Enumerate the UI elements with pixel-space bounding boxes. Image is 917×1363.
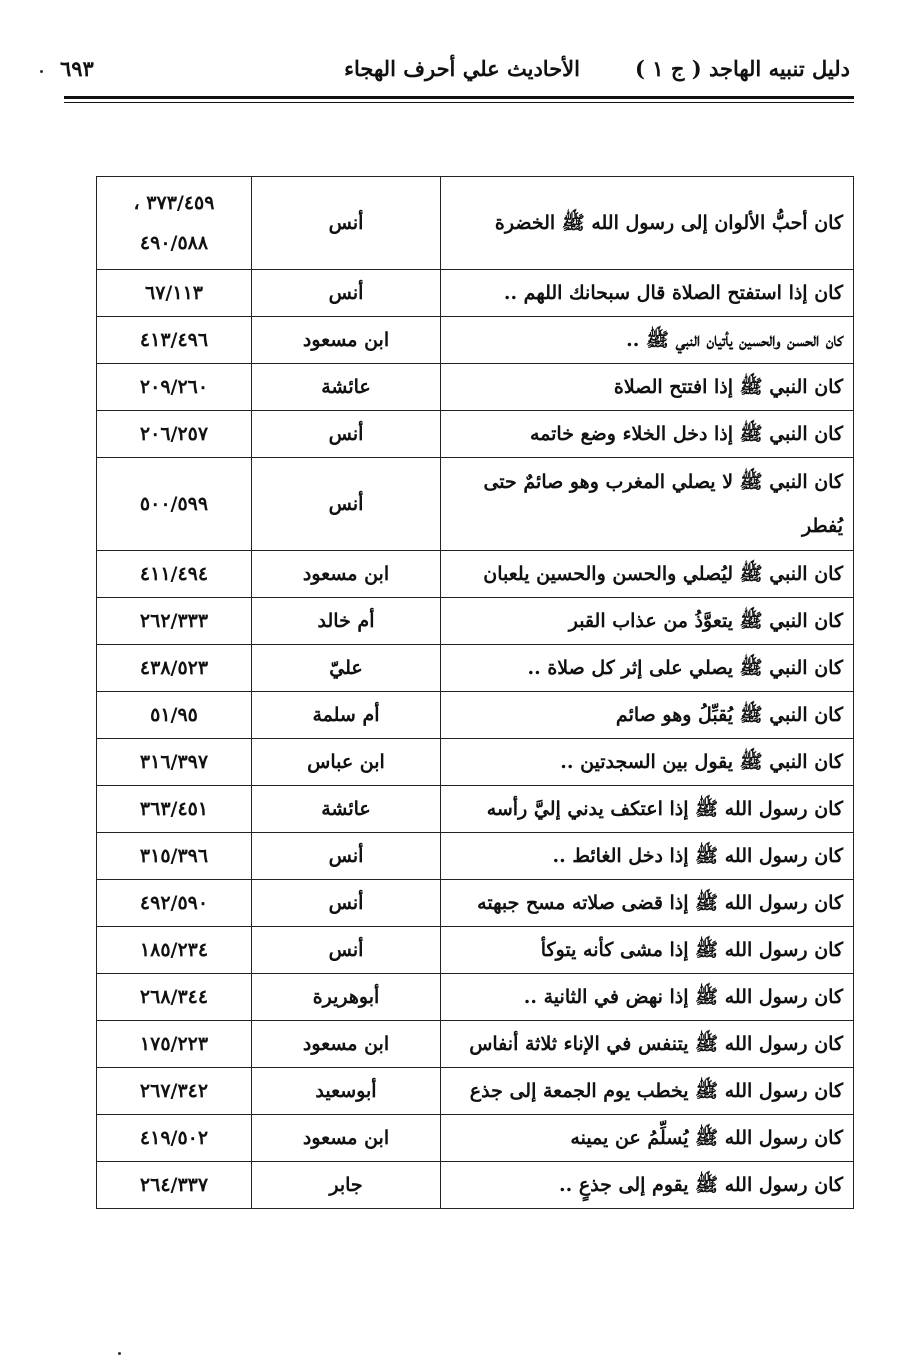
hadith-text: كان الحسن والحسين يأتيان النبي ﷺ .. — [441, 317, 854, 364]
reference-cell — [97, 692, 252, 739]
hadith-text: كان رسول الله ﷺ إذا دخل الغائط .. — [441, 833, 854, 880]
table-row — [97, 974, 854, 1021]
reference-number: ٤١٣/٤٩٦ — [139, 329, 209, 351]
hadith-text: كان رسول الله ﷺ إذا نهض في الثانية .. — [441, 974, 854, 1021]
reference-number: ٢٠٩/٢٦٠ — [139, 376, 209, 398]
narrator: ابن مسعود — [252, 317, 441, 364]
hadith-text: كان أحبُّ الألوان إلى رسول الله ﷺ الخضرة — [441, 177, 854, 270]
hadith-text: كان النبي ﷺ إذا افتتح الصلاة — [441, 364, 854, 411]
narrator: عليّ — [252, 645, 441, 692]
page-number: ٦٩٣ — [60, 56, 94, 81]
table-row — [97, 645, 854, 692]
table-row — [97, 364, 854, 411]
reference-number: ٢٠٦/٢٥٧ — [139, 423, 209, 445]
table-row — [97, 1021, 854, 1068]
reference-number: ٤٣٨/٥٢٣ — [139, 657, 209, 679]
narrator: ابن عباس — [252, 739, 441, 786]
reference-number: ١٧٥/٢٢٣ — [139, 1033, 209, 1055]
table-row — [97, 927, 854, 974]
hadith-text: كان رسول الله ﷺ إذا اعتكف يدني إليَّ رأسه — [441, 786, 854, 833]
section-title: الأحاديث علي أحرف الهجاء — [344, 56, 580, 81]
reference-number: ٢٦٢/٣٣٣ — [139, 610, 209, 632]
hadith-text: كان إذا استفتح الصلاة قال سبحانك اللهم .. — [441, 270, 854, 317]
reference-cell — [97, 1068, 252, 1115]
header-rule-thin — [64, 102, 854, 103]
reference-number: ٣١٦/٣٩٧ — [139, 751, 209, 773]
hadith-text: كان النبي ﷺ إذا دخل الخلاء وضع خاتمه — [441, 411, 854, 458]
reference-cell — [97, 1162, 252, 1209]
narrator: جابر — [252, 1162, 441, 1209]
table-row — [97, 692, 854, 739]
reference-cell — [97, 177, 252, 270]
book-title: دليل تنبيه الهاجد ( ج ١ ) — [635, 56, 850, 81]
narrator: أنس — [252, 411, 441, 458]
hadith-text: كان النبي ﷺ يصلي على إثر كل صلاة .. — [441, 645, 854, 692]
hadith-text: كان رسول الله ﷺ يتنفس في الإناء ثلاثة أنفاس — [441, 1021, 854, 1068]
reference-cell — [97, 974, 252, 1021]
hadith-text: كان النبي ﷺ يتعوَّذُ من عذاب القبر — [441, 598, 854, 645]
reference-cell — [97, 458, 252, 551]
table-row — [97, 1115, 854, 1162]
narrator: أنس — [252, 927, 441, 974]
hadith-text: كان رسول الله ﷺ يخطب يوم الجمعة إلى جذع — [441, 1068, 854, 1115]
reference-cell — [97, 739, 252, 786]
reference-number: ٥١/٩٥ — [150, 704, 198, 726]
scan-speck — [118, 1352, 121, 1355]
hadith-text: كان النبي ﷺ يقول بين السجدتين .. — [441, 739, 854, 786]
reference-cell — [97, 833, 252, 880]
reference-cell — [97, 317, 252, 364]
table-row — [97, 833, 854, 880]
narrator: أم سلمة — [252, 692, 441, 739]
narrator: أنس — [252, 833, 441, 880]
table-row — [97, 598, 854, 645]
reference-number: ٥٠٠/٥٩٩ — [139, 493, 209, 515]
reference-number: ٤٩٠/٥٨٨ — [139, 232, 209, 254]
running-header — [60, 50, 850, 90]
reference-cell — [97, 411, 252, 458]
hadith-text: كان النبي ﷺ يُقبِّلُ وهو صائم — [441, 692, 854, 739]
hadith-text: كان النبي ﷺ لا يصلي المغرب وهو صائمٌ حتى يُفطر — [441, 458, 854, 551]
table-row — [97, 270, 854, 317]
table-row — [97, 1068, 854, 1115]
hadith-index-body — [97, 177, 854, 1209]
narrator: أنس — [252, 270, 441, 317]
narrator: أنس — [252, 177, 441, 270]
reference-cell — [97, 551, 252, 598]
reference-number: ٦٧/١١٣ — [145, 282, 203, 304]
hadith-text: كان رسول الله ﷺ يقوم إلى جذعٍ .. — [441, 1162, 854, 1209]
reference-cell — [97, 598, 252, 645]
hadith-text: كان النبي ﷺ ليُصلي والحسن والحسين يلعبان — [441, 551, 854, 598]
table-row — [97, 177, 854, 270]
reference-cell — [97, 645, 252, 692]
reference-cell — [97, 270, 252, 317]
table-row — [97, 317, 854, 364]
reference-cell — [97, 927, 252, 974]
narrator: أبوسعيد — [252, 1068, 441, 1115]
hadith-index-table — [96, 176, 854, 1209]
table-row — [97, 1162, 854, 1209]
reference-number: ٤١٩/٥٠٢ — [139, 1127, 209, 1149]
reference-number: ٤١١/٤٩٤ — [139, 563, 209, 585]
reference-number: ٣٧٣/٤٥٩ ، — [133, 192, 215, 214]
hadith-text: كان رسول الله ﷺ يُسلِّمُ عن يمينه — [441, 1115, 854, 1162]
reference-cell — [97, 786, 252, 833]
narrator: عائشة — [252, 364, 441, 411]
reference-number: ٣١٥/٣٩٦ — [139, 845, 209, 867]
reference-number: ٢٦٤/٣٣٧ — [139, 1174, 209, 1196]
header-rule-thick — [64, 96, 854, 99]
scan-speck — [40, 70, 43, 73]
reference-number: ١٨٥/٢٣٤ — [139, 939, 209, 961]
table-row — [97, 786, 854, 833]
reference-number: ٣٦٣/٤٥١ — [139, 798, 209, 820]
reference-cell — [97, 364, 252, 411]
reference-number: ٢٦٧/٣٤٢ — [139, 1080, 209, 1102]
reference-number: ٢٦٨/٣٤٤ — [139, 986, 209, 1008]
narrator: ابن مسعود — [252, 1115, 441, 1162]
table-row — [97, 880, 854, 927]
narrator: ابن مسعود — [252, 551, 441, 598]
table-row — [97, 458, 854, 551]
narrator: أبوهريرة — [252, 974, 441, 1021]
narrator: عائشة — [252, 786, 441, 833]
table-row — [97, 551, 854, 598]
hadith-text: كان رسول الله ﷺ إذا مشى كأنه يتوكأ — [441, 927, 854, 974]
table-row — [97, 411, 854, 458]
table-row — [97, 739, 854, 786]
reference-cell — [97, 880, 252, 927]
reference-number: ٤٩٢/٥٩٠ — [139, 892, 209, 914]
narrator: أم خالد — [252, 598, 441, 645]
reference-cell — [97, 1115, 252, 1162]
hadith-text: كان رسول الله ﷺ إذا قضى صلاته مسح جبهته — [441, 880, 854, 927]
narrator: أنس — [252, 458, 441, 551]
reference-cell — [97, 1021, 252, 1068]
narrator: أنس — [252, 880, 441, 927]
narrator: ابن مسعود — [252, 1021, 441, 1068]
